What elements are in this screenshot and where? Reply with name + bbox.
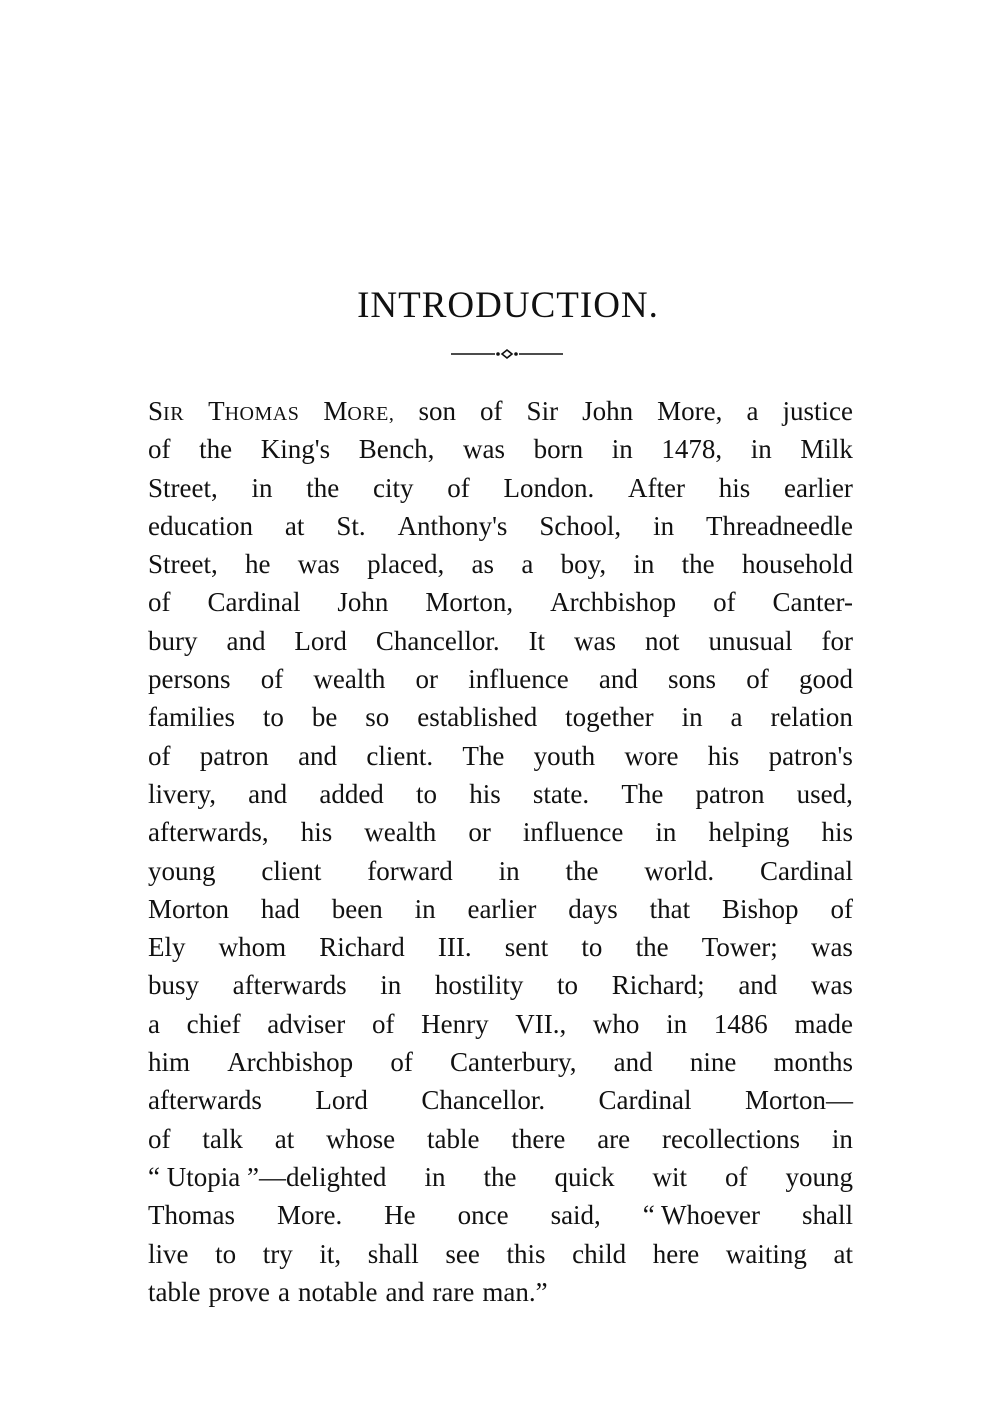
word: Morton bbox=[148, 893, 229, 924]
word: rare bbox=[432, 1276, 475, 1307]
word: The bbox=[462, 740, 505, 771]
word: He bbox=[384, 1200, 416, 1231]
word: that bbox=[649, 893, 691, 924]
word: Bishop bbox=[722, 893, 799, 924]
small-caps-word bbox=[208, 392, 299, 430]
word: in bbox=[831, 1123, 853, 1154]
word: established bbox=[417, 702, 538, 733]
word: of bbox=[746, 664, 769, 695]
word: Archbishop bbox=[227, 1047, 354, 1078]
word: afterwards, bbox=[148, 817, 269, 848]
small-caps-rest: HOMAS bbox=[224, 403, 300, 425]
word: man.” bbox=[482, 1276, 548, 1307]
small-caps-word bbox=[323, 392, 394, 430]
word: and bbox=[598, 664, 638, 695]
word: at bbox=[284, 510, 305, 541]
word: Morton— bbox=[745, 1085, 853, 1116]
word: once bbox=[457, 1200, 509, 1231]
word: After bbox=[628, 472, 685, 503]
word: in bbox=[380, 970, 402, 1001]
small-caps-initial: T bbox=[208, 396, 225, 426]
word: his bbox=[707, 740, 740, 771]
word: persons bbox=[148, 664, 231, 695]
word: Ely bbox=[148, 932, 186, 963]
word: Canterbury, bbox=[450, 1047, 577, 1078]
word: the bbox=[681, 549, 715, 580]
text-line bbox=[148, 430, 853, 468]
word: 1486 bbox=[713, 1008, 768, 1039]
word: of bbox=[713, 587, 736, 618]
word: families bbox=[148, 702, 235, 733]
word: a bbox=[521, 549, 534, 580]
word: he bbox=[245, 549, 271, 580]
word: wealth bbox=[364, 817, 437, 848]
word: John bbox=[337, 587, 389, 618]
word: of bbox=[148, 740, 171, 771]
word: in bbox=[414, 893, 436, 924]
word: King's bbox=[260, 434, 331, 465]
word: and bbox=[738, 970, 778, 1001]
word: months bbox=[773, 1047, 853, 1078]
word: to bbox=[581, 932, 603, 963]
word: to bbox=[262, 702, 284, 733]
word: of bbox=[148, 587, 171, 618]
word: Cardinal bbox=[207, 587, 301, 618]
word: client bbox=[261, 855, 322, 886]
word: busy bbox=[148, 970, 200, 1001]
word: to bbox=[557, 970, 579, 1001]
text-line bbox=[148, 1158, 853, 1196]
word: The bbox=[621, 778, 664, 809]
word: his bbox=[718, 472, 751, 503]
word: city bbox=[373, 472, 414, 503]
word: as bbox=[471, 549, 495, 580]
word: notable bbox=[297, 1276, 378, 1307]
word: was bbox=[574, 625, 617, 656]
word: justice bbox=[782, 396, 853, 426]
word: Sir bbox=[526, 396, 559, 426]
word: it, bbox=[319, 1238, 342, 1269]
word: wit bbox=[652, 1161, 687, 1192]
word: been bbox=[331, 893, 383, 924]
word: in bbox=[655, 817, 677, 848]
word: him bbox=[148, 1047, 191, 1078]
word: was bbox=[810, 970, 853, 1001]
word: Bench, bbox=[358, 434, 435, 465]
word: talk bbox=[202, 1123, 243, 1154]
word: the bbox=[635, 932, 669, 963]
word: sons bbox=[668, 664, 717, 695]
word: there bbox=[511, 1123, 566, 1154]
word: helping bbox=[708, 817, 790, 848]
word: adviser bbox=[267, 1008, 346, 1039]
word: Cardinal bbox=[598, 1085, 692, 1116]
word: Street, bbox=[148, 472, 218, 503]
word: afterwards bbox=[232, 970, 347, 1001]
word: Canter- bbox=[772, 587, 853, 618]
word: his bbox=[300, 817, 333, 848]
word: patron bbox=[695, 778, 765, 809]
word: It bbox=[528, 625, 546, 656]
word: was bbox=[810, 932, 853, 963]
word: recollections bbox=[662, 1123, 800, 1154]
word: quick bbox=[554, 1161, 615, 1192]
word: of bbox=[724, 1161, 748, 1192]
word: this bbox=[506, 1238, 546, 1269]
word: in bbox=[681, 702, 703, 733]
text-line bbox=[148, 928, 853, 966]
word: in bbox=[611, 434, 633, 465]
word: live bbox=[148, 1238, 189, 1269]
text-line bbox=[148, 1081, 853, 1119]
word: forward bbox=[367, 855, 453, 886]
word: the bbox=[483, 1161, 517, 1192]
word: Lord bbox=[294, 625, 347, 656]
word: a bbox=[277, 1276, 290, 1307]
word: of bbox=[390, 1047, 413, 1078]
word: “ Utopia ”—delighted bbox=[148, 1161, 387, 1192]
text-line bbox=[148, 966, 853, 1004]
word: young bbox=[148, 855, 216, 886]
word: afterwards bbox=[148, 1085, 262, 1116]
word: wealth bbox=[313, 664, 386, 695]
word: not bbox=[645, 625, 680, 656]
word: VII., bbox=[515, 1008, 567, 1039]
word: Morton, bbox=[425, 587, 514, 618]
word: a bbox=[730, 702, 743, 733]
text-line bbox=[148, 1235, 853, 1273]
text-line bbox=[148, 1196, 853, 1234]
word: earlier bbox=[783, 472, 853, 503]
word: of bbox=[148, 1123, 171, 1154]
word: of bbox=[260, 664, 284, 695]
word: be bbox=[311, 702, 338, 733]
word: had bbox=[260, 893, 300, 924]
word: said, bbox=[550, 1200, 601, 1231]
word: good bbox=[798, 664, 853, 695]
word: influence bbox=[468, 664, 569, 695]
word: waiting bbox=[725, 1238, 807, 1269]
word: wore bbox=[624, 740, 679, 771]
word: made bbox=[794, 1008, 853, 1039]
word: and bbox=[613, 1047, 653, 1078]
word: son bbox=[418, 396, 456, 426]
word: used, bbox=[796, 778, 853, 809]
text-line bbox=[148, 698, 853, 736]
text-line bbox=[148, 1273, 853, 1311]
small-caps-rest: IR bbox=[163, 403, 185, 425]
word: who bbox=[592, 1008, 640, 1039]
word: of bbox=[371, 1008, 395, 1039]
word: More. bbox=[276, 1200, 343, 1231]
text-line bbox=[148, 660, 853, 698]
divider-ornament bbox=[449, 347, 565, 361]
word: client. bbox=[366, 740, 434, 771]
word: placed, bbox=[367, 549, 445, 580]
word: More, bbox=[657, 396, 723, 426]
text-line bbox=[148, 775, 853, 813]
word: influence bbox=[522, 817, 624, 848]
word: so bbox=[365, 702, 390, 733]
small-caps-rest: ORE, bbox=[347, 403, 395, 425]
word: 1478, bbox=[661, 434, 723, 465]
text-line bbox=[148, 469, 853, 507]
small-caps-initial: S bbox=[148, 396, 164, 426]
word: hostility bbox=[434, 970, 524, 1001]
word: in bbox=[251, 472, 273, 503]
word: Archbishop bbox=[550, 587, 677, 618]
word: Threadneedle bbox=[706, 510, 853, 541]
text-line bbox=[148, 545, 853, 583]
word: Chancellor. bbox=[375, 625, 500, 656]
word: in bbox=[666, 1008, 688, 1039]
word: Cardinal bbox=[759, 855, 853, 886]
word: Henry bbox=[421, 1008, 489, 1039]
word: patron bbox=[199, 740, 269, 771]
word: are bbox=[597, 1123, 631, 1154]
word: see bbox=[445, 1238, 480, 1269]
word: London. bbox=[503, 472, 595, 503]
word: child bbox=[572, 1238, 627, 1269]
word: Thomas bbox=[148, 1200, 235, 1231]
word: boy, bbox=[560, 549, 607, 580]
word: world. bbox=[644, 855, 715, 886]
word: and bbox=[248, 778, 288, 809]
word: a bbox=[746, 396, 759, 426]
introduction-paragraph bbox=[148, 392, 853, 1311]
small-caps-word bbox=[148, 392, 184, 430]
word: state. bbox=[532, 778, 590, 809]
word: or bbox=[415, 664, 439, 695]
word: III. bbox=[437, 932, 472, 963]
word: or bbox=[468, 817, 491, 848]
text-line bbox=[148, 1120, 853, 1158]
text-line bbox=[148, 583, 853, 621]
word: “ Whoever bbox=[642, 1200, 760, 1231]
word: of bbox=[148, 434, 171, 465]
word: whom bbox=[218, 932, 287, 963]
word: St. bbox=[336, 510, 366, 541]
word: table bbox=[148, 1276, 201, 1307]
word: School, bbox=[539, 510, 622, 541]
word: John bbox=[582, 396, 634, 426]
word: the bbox=[306, 472, 340, 503]
small-caps-initial: M bbox=[323, 396, 348, 426]
text-line bbox=[148, 737, 853, 775]
word: Lord bbox=[315, 1085, 368, 1116]
word: livery, bbox=[148, 778, 216, 809]
word: earlier bbox=[467, 893, 537, 924]
word: here bbox=[652, 1238, 700, 1269]
word: shall bbox=[367, 1238, 419, 1269]
word: a bbox=[148, 1008, 160, 1039]
word: in bbox=[424, 1161, 446, 1192]
word: of bbox=[447, 472, 470, 503]
word: Tower; bbox=[701, 932, 778, 963]
word: and bbox=[385, 1276, 425, 1307]
word: the bbox=[199, 434, 233, 465]
text-line bbox=[148, 622, 853, 660]
chapter-title: INTRODUCTION. bbox=[357, 285, 659, 326]
word: was bbox=[297, 549, 340, 580]
word: and bbox=[226, 625, 266, 656]
text-line bbox=[148, 852, 853, 890]
word: his bbox=[821, 817, 853, 848]
word: in bbox=[498, 855, 520, 886]
word: young bbox=[785, 1161, 853, 1192]
word: for bbox=[821, 625, 853, 656]
word: in bbox=[653, 510, 675, 541]
word: the bbox=[565, 855, 599, 886]
word: table bbox=[427, 1123, 480, 1154]
word: household bbox=[741, 549, 853, 580]
word: shall bbox=[801, 1200, 853, 1231]
text-line bbox=[148, 507, 853, 545]
text-line bbox=[148, 1005, 853, 1043]
word: at bbox=[274, 1123, 295, 1154]
word: prove bbox=[208, 1276, 270, 1307]
word: chief bbox=[186, 1008, 241, 1039]
word: sent bbox=[504, 932, 549, 963]
word: bury bbox=[148, 625, 198, 656]
text-line bbox=[148, 890, 853, 928]
word: in bbox=[633, 549, 655, 580]
word: in bbox=[750, 434, 772, 465]
word: Richard; bbox=[611, 970, 705, 1001]
word: was bbox=[463, 434, 506, 465]
word: born bbox=[533, 434, 584, 465]
word: Richard bbox=[319, 932, 405, 963]
text-line bbox=[148, 392, 853, 430]
word: of bbox=[480, 396, 503, 426]
word: education bbox=[148, 510, 253, 541]
word: Milk bbox=[800, 434, 853, 465]
word: nine bbox=[689, 1047, 737, 1078]
word: Chancellor. bbox=[421, 1085, 546, 1116]
word: Street, bbox=[148, 549, 218, 580]
word: try bbox=[262, 1238, 293, 1269]
word: to bbox=[215, 1238, 237, 1269]
word: and bbox=[298, 740, 338, 771]
word: together bbox=[565, 702, 654, 733]
word: of bbox=[830, 893, 853, 924]
word: to bbox=[416, 778, 438, 809]
text-line bbox=[148, 813, 853, 851]
word: relation bbox=[770, 702, 853, 733]
word: added bbox=[319, 778, 384, 809]
word: at bbox=[833, 1238, 853, 1269]
word: Anthony's bbox=[397, 510, 508, 541]
word: whose bbox=[326, 1123, 396, 1154]
word: youth bbox=[533, 740, 596, 771]
text-line bbox=[148, 1043, 853, 1081]
word: unusual bbox=[708, 625, 793, 656]
word: patron's bbox=[768, 740, 853, 771]
word: his bbox=[469, 778, 501, 809]
word: days bbox=[568, 893, 618, 924]
